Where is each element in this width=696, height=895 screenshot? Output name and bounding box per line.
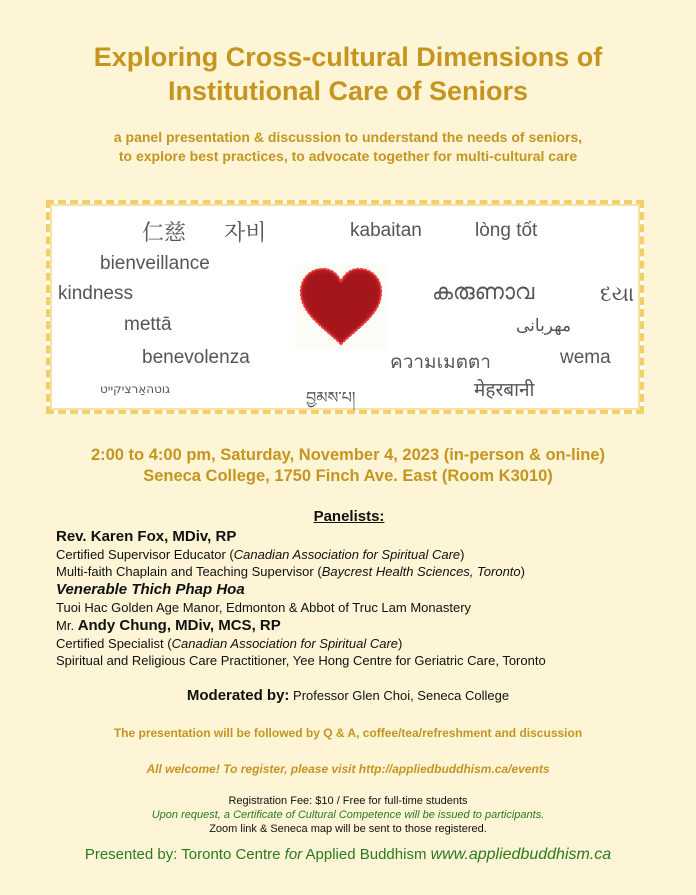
panelist-1-line-1-text: Certified Supervisor Educator ( [56,547,234,562]
panelist-1-name: Rev. Karen Fox, MDiv, RP [56,528,237,545]
word-vietnamese: lòng tốt [475,220,538,241]
presented-label: Presented by: Toronto Centre [84,846,281,863]
event-location: Seneca College, 1750 Finch Ave. East (Room K3010) [143,467,553,485]
subtitle-line-2: to explore best practices, to advocate together for multi-cultural care [118,148,578,164]
panelist-1-line-1 [56,546,666,563]
panelist-3-name-row [56,616,666,635]
word-yiddish: גוטהאַרציקייט [100,382,171,396]
panelist-1-line-2-org: Baycrest Health Sciences, Toronto [321,564,521,579]
word-kindness: kindness [58,283,133,304]
panelist-3-line-2: Spiritual and Religious Care Practitioner, Yee Hong Centre for Geriatric Care, Toronto [56,653,546,668]
word-kabaitan: kabaitan [350,220,422,241]
subtitle [0,128,696,166]
subtitle-line-1: a panel presentation & discussion to understand the needs of seniors, [113,129,583,145]
title-line-1: Exploring Cross-cultural Dimensions of [93,42,603,72]
register-note: All welcome! To register, please visit http://appliedbuddhism.ca/events [146,762,550,776]
page-title [0,40,696,108]
registration-fee: Registration Fee: $10 / Free for full-time students [228,795,468,807]
followed-by-note: The presentation will be followed by Q & A, coffee/tea/refreshment and discussion [113,726,583,740]
word-chinese: 仁慈 [142,221,187,246]
word-hindi: मेहरबानी [474,379,535,401]
presented-for: for [284,846,303,863]
word-malayalam: കരുണാവ [432,280,535,305]
moderator-label: Moderated by: [186,687,290,704]
event-datetime: 2:00 to 4:00 pm, Saturday, November 4, 2023 (in-person & on-line) [90,446,606,464]
word-bienveillance: bienveillance [100,253,210,274]
word-persian: مهربانی [516,316,572,336]
word-korean: 자비 [224,221,267,246]
panelist-3-line-1-org: Canadian Association for Spiritual Care [171,636,399,651]
kindness-word-cloud [46,200,644,414]
title-line-2: Institutional Care of Seniors [167,76,529,106]
fees-section [0,794,696,836]
word-wema: wema [560,347,611,368]
certificate-note: Upon request, a Certificate of Cultural Competence will be issued to participants. [151,809,545,821]
word-benevolenza: benevolenza [142,347,250,368]
panelist-1-line-2 [56,563,666,580]
presented-org: Applied Buddhism [305,846,427,863]
panelists-label: Panelists: [313,508,385,525]
panelist-3-name: Andy Chung, MDiv, MCS, RP [77,617,281,634]
word-metta: mettā [124,314,172,335]
event-info [0,445,696,487]
panelist-1-line-2-text: Multi-faith Chaplain and Teaching Supervisor ( [56,564,322,579]
panelist-2-name: Venerable Thich Phap Hoa [56,581,245,598]
heart-image [295,264,387,350]
panelist-3-line-1-text: Certified Specialist ( [56,636,172,651]
moderator-name: Professor Glen Choi, Seneca College [293,688,510,703]
panelist-1-line-2-close: ) [520,564,525,579]
word-gujarati: દયા [600,282,635,306]
heart-icon [295,264,387,350]
word-thai: ความเมตตา [390,351,491,373]
presented-by [0,846,696,864]
panelists-section [56,508,666,669]
zoom-note: Zoom link & Seneca map will be sent to those registered. [209,823,487,835]
panelist-3-line-1 [56,635,666,652]
moderator-line [0,687,696,704]
panelist-1-line-1-org: Canadian Association for Spiritual Care [233,547,461,562]
word-tibetan: བྱམས་པ། [306,388,356,407]
panelist-3-prefix: Mr. [56,618,75,633]
panelist-2-line-1: Tuoi Hac Golden Age Manor, Edmonton & Abbot of Truc Lam Monastery [56,600,472,615]
presented-url: www.appliedbuddhism.ca [430,846,612,863]
panelist-1-line-1-close: ) [460,547,465,562]
panelist-3-line-1-close: ) [398,636,403,651]
